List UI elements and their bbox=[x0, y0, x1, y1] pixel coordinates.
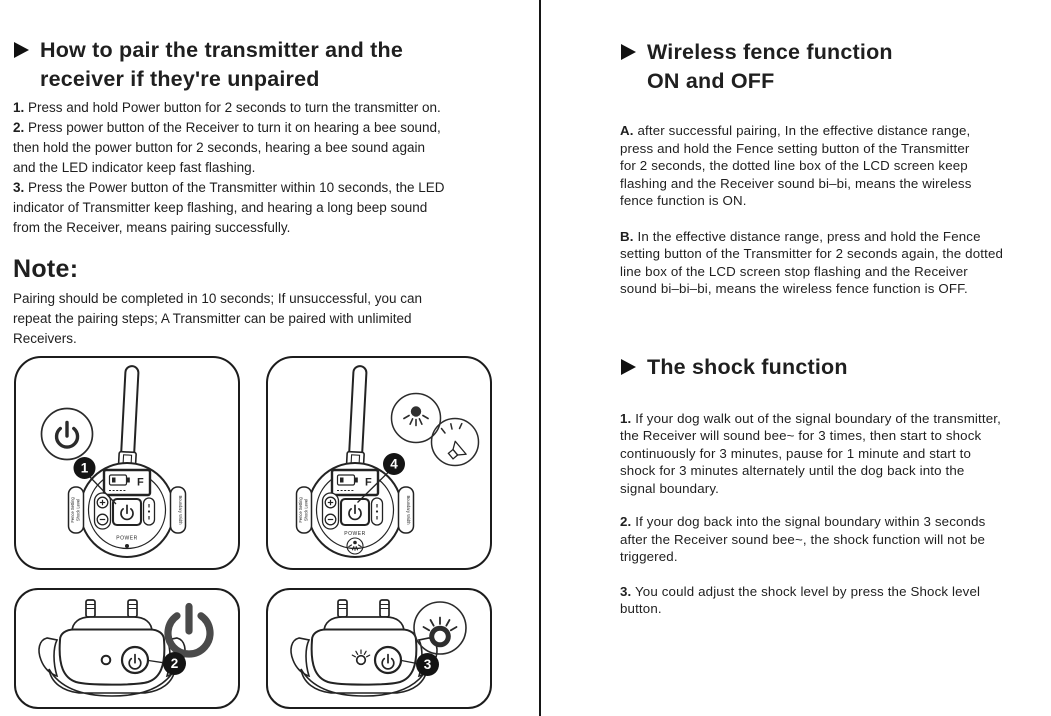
receiver-device bbox=[39, 600, 185, 696]
fence-setting-shock-level-button bbox=[69, 487, 84, 533]
receiver-illustration-2 bbox=[268, 590, 490, 707]
text-line: ON and OFF bbox=[647, 69, 775, 93]
text-line: for 2 seconds, the dotted line box of the LCD screen keep bbox=[620, 158, 968, 173]
shock-paragraph-1 bbox=[620, 410, 1048, 498]
triangle-bullet-icon bbox=[621, 359, 636, 375]
text-line: A. after successful pairing, In the effective distance range, bbox=[620, 123, 971, 138]
note-body bbox=[13, 289, 533, 349]
shock-section-heading bbox=[620, 353, 1048, 382]
receiver-illustration-1 bbox=[16, 590, 238, 707]
led-flashing-ring-icon bbox=[414, 602, 466, 654]
text-line: receiver if they're unpaired bbox=[40, 67, 320, 91]
text-line: sound bi–bi–bi, means the wireless fence function is OFF. bbox=[620, 281, 968, 296]
text-line: 1. If your dog walk out of the signal boundary of the transmitter, bbox=[620, 410, 1001, 426]
svg-text:2: 2 bbox=[170, 656, 179, 672]
power-button bbox=[113, 499, 141, 525]
power-led bbox=[125, 544, 129, 548]
power-button bbox=[375, 647, 401, 673]
text-line: button. bbox=[620, 601, 662, 616]
svg-text:Fence Setting: Fence Setting bbox=[70, 497, 76, 523]
text-line: after the Receiver sound bee~, the shock function will not be bbox=[620, 531, 986, 547]
svg-text:Boundary Width: Boundary Width bbox=[406, 495, 411, 525]
left-strap-wing bbox=[39, 638, 57, 676]
speaker-sound-icon bbox=[432, 419, 479, 466]
power-label: POWER bbox=[344, 531, 366, 537]
svg-text:Shock Level: Shock Level bbox=[75, 498, 81, 522]
lcd-screen bbox=[332, 470, 378, 495]
receiver-device bbox=[291, 600, 437, 696]
svg-text:Boundary Width: Boundary Width bbox=[178, 495, 183, 525]
text-line: setting button of the Transmitter for 2 seconds again, the dotted bbox=[620, 246, 1004, 261]
pairing-section-heading bbox=[13, 36, 533, 94]
left-strap-wing bbox=[291, 638, 309, 676]
boundary-width-button bbox=[399, 487, 414, 533]
shock-section-title: The shock function bbox=[647, 354, 848, 379]
level-up-down-buttons bbox=[323, 493, 339, 529]
text-line: Pairing should be completed in 10 seconds; If unsuccessful, you can bbox=[13, 291, 422, 306]
contact-probes bbox=[338, 600, 389, 617]
antenna bbox=[118, 366, 140, 468]
fence-section-title bbox=[647, 38, 893, 96]
transmitter-illustration-2 bbox=[268, 358, 490, 568]
text-line: the Receiver will sound bee~ for 3 times, then start to shock bbox=[620, 428, 982, 443]
text-line: How to pair the transmitter and the bbox=[40, 38, 403, 62]
pairing-steps bbox=[13, 98, 533, 238]
text-line: Wireless fence function bbox=[647, 40, 893, 64]
level-up-down-buttons bbox=[95, 493, 111, 529]
svg-text:3: 3 bbox=[423, 657, 432, 673]
right-column bbox=[620, 38, 1048, 618]
svg-text:4: 4 bbox=[390, 456, 398, 472]
indicator-marks bbox=[372, 498, 383, 525]
column-divider bbox=[539, 0, 541, 716]
triangle-bullet-icon bbox=[14, 42, 29, 58]
lcd-distance-text: F bbox=[137, 476, 144, 489]
antenna bbox=[346, 366, 368, 468]
shock-paragraph-3 bbox=[620, 583, 1048, 618]
text-line: 2. Press power button of the Receiver to turn it on hearing a bee sound, bbox=[13, 120, 441, 135]
figure-receiver-led-flashing bbox=[266, 588, 492, 709]
text-line: flashing and the Receiver sound bi–bi, means the wireless bbox=[620, 175, 972, 191]
text-line: repeat the pairing steps; A Transmitter can be paired with unlimited bbox=[13, 311, 412, 326]
lcd-screen bbox=[104, 470, 150, 495]
text-line: indicator of Transmitter keep flashing, and hearing a long beep sound bbox=[13, 200, 428, 215]
figure-transmitter-pairing-confirm bbox=[266, 356, 492, 570]
indicator-marks bbox=[144, 498, 155, 525]
text-line: B. In the effective distance range, press and hold the Fence bbox=[620, 228, 981, 244]
power-icon bbox=[42, 409, 93, 460]
text-line: 3. You could adjust the shock level by press the Shock level bbox=[620, 583, 981, 599]
text-line: 2. If your dog back into the signal boundary within 3 seconds bbox=[620, 514, 986, 529]
text-line: then hold the power button for 2 seconds, hearing a bee sound again bbox=[13, 140, 426, 155]
text-line: 3. Press the Power button of the Transmitter within 10 seconds, the LED bbox=[13, 180, 445, 195]
fence-setting-shock-level-button bbox=[297, 487, 312, 533]
power-label: POWER bbox=[116, 535, 138, 542]
note-title: Note: bbox=[13, 255, 79, 283]
power-bold-icon bbox=[168, 607, 210, 655]
shock-paragraph-2 bbox=[620, 513, 1048, 566]
boundary-width-button bbox=[171, 487, 186, 533]
triangle-bullet-icon bbox=[621, 44, 636, 60]
text-line: fence function is ON. bbox=[620, 193, 747, 208]
led-indicator bbox=[102, 656, 111, 665]
left-column bbox=[13, 36, 533, 349]
svg-text:Fence Setting: Fence Setting bbox=[298, 497, 304, 523]
text-line: shock for 3 minutes alternately until the dog back into the bbox=[620, 463, 965, 478]
lcd-distance-text: F bbox=[365, 476, 372, 489]
contact-probes bbox=[86, 600, 137, 617]
figure-transmitter-power-on bbox=[14, 356, 240, 570]
svg-text:Shock Level: Shock Level bbox=[303, 498, 309, 522]
fence-paragraph-a bbox=[620, 122, 1048, 210]
power-button bbox=[341, 499, 369, 525]
power-button bbox=[122, 647, 148, 673]
text-line: 1. Press and hold Power button for 2 seconds to turn the transmitter on. bbox=[13, 100, 441, 115]
text-line: from the Receiver, means pairing successfully. bbox=[13, 220, 291, 235]
text-line: continuously for 3 minutes, pause for 1 minute and start to bbox=[620, 445, 972, 461]
text-line: and the LED indicator keep fast flashing. bbox=[13, 160, 256, 175]
text-line: signal boundary. bbox=[620, 480, 719, 496]
svg-text:1: 1 bbox=[80, 460, 89, 476]
figure-receiver-power-on bbox=[14, 588, 240, 709]
text-line: Receivers. bbox=[13, 331, 77, 346]
text-line: line box of the LCD screen stop flashing and the Receiver bbox=[620, 263, 968, 279]
pairing-section-title bbox=[40, 36, 403, 94]
text-line: triggered. bbox=[620, 549, 678, 564]
fence-paragraph-b bbox=[620, 228, 1048, 298]
fence-section-heading bbox=[620, 38, 1048, 96]
transmitter-illustration-1 bbox=[16, 358, 238, 568]
text-line: press and hold the Fence setting button of the Transmitter bbox=[620, 140, 970, 156]
